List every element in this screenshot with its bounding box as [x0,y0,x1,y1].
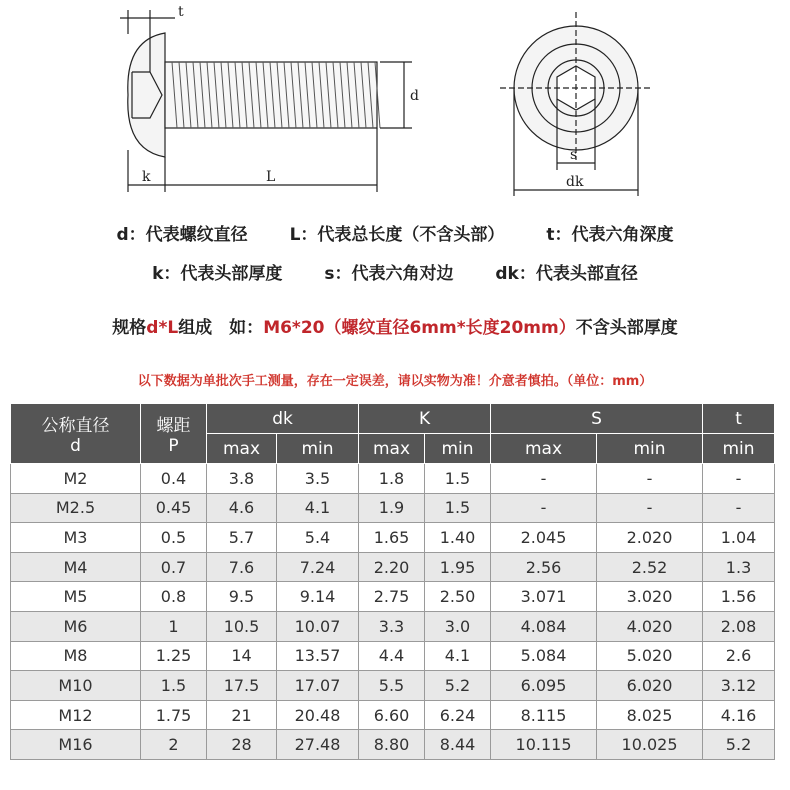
table-row [11,641,775,671]
cell-nominal: M8 [11,641,141,671]
legend-d: d：代表螺纹直径 [116,225,248,245]
cell-s-min: 2.020 [597,523,703,553]
cell-k-min: 6.24 [425,700,491,730]
spec-format: d*L [146,318,179,338]
cell-s-min: 2.52 [597,552,703,582]
cell-dk-min: 17.07 [277,671,359,701]
cell-t-min: 2.08 [703,611,775,641]
cell-k-min: 2.50 [425,582,491,612]
header-s-max: max [491,434,597,464]
table-row [11,493,775,523]
spec-example: M6*20（螺纹直径6mm*长度20mm） [263,318,576,338]
cell-pitch: 1.25 [141,641,207,671]
cell-dk-min: 4.1 [277,493,359,523]
table-row [11,671,775,701]
legend-s: s：代表六角对边 [324,264,454,284]
cell-t-min: 1.3 [703,552,775,582]
cell-dk-min: 9.14 [277,582,359,612]
legend-row-2 [0,259,790,284]
cell-pitch: 1.5 [141,671,207,701]
header-pitch-label: 螺距 [156,416,191,436]
cell-s-min: - [597,493,703,523]
cell-nominal: M12 [11,700,141,730]
cell-t-min: 5.2 [703,730,775,760]
cell-k-min: 5.2 [425,671,491,701]
spec-mid: 组成 如： [178,318,264,338]
cell-k-max: 4.4 [359,641,425,671]
dim-s-label: s [570,147,578,163]
cell-k-max: 1.9 [359,493,425,523]
cell-nominal: M4 [11,552,141,582]
cell-k-min: 8.44 [425,730,491,760]
cell-dk-min: 13.57 [277,641,359,671]
cell-nominal: M5 [11,582,141,612]
cell-t-min: 1.56 [703,582,775,612]
cell-k-min: 1.40 [425,523,491,553]
header-k-min: min [425,434,491,464]
header-dk-max: max [207,434,277,464]
cell-pitch: 1 [141,611,207,641]
cell-dk-min: 7.24 [277,552,359,582]
table-row [11,582,775,612]
screw-head-side [128,33,165,157]
cell-s-min: 8.025 [597,700,703,730]
header-s-min: min [597,434,703,464]
cell-s-min: 10.025 [597,730,703,760]
cell-s-min: 3.020 [597,582,703,612]
cell-pitch: 1.75 [141,700,207,730]
header-t: t [703,404,775,434]
table-row [11,464,775,494]
spec-suffix: 不含头部厚度 [575,318,678,338]
cell-s-max: 8.115 [491,700,597,730]
cell-nominal: M2 [11,464,141,494]
header-nominal-sub: d [70,436,81,456]
cell-t-min: - [703,493,775,523]
header-pitch [141,404,207,464]
cell-dk-max: 5.7 [207,523,277,553]
cell-s-max: 4.084 [491,611,597,641]
spec-prefix: 规格 [112,318,147,338]
cell-dk-max: 14 [207,641,277,671]
cell-dk-max: 9.5 [207,582,277,612]
cell-dk-max: 17.5 [207,671,277,701]
cell-t-min: 1.04 [703,523,775,553]
cell-s-max: 2.045 [491,523,597,553]
cell-k-max: 1.8 [359,464,425,494]
cell-k-max: 3.3 [359,611,425,641]
cell-dk-min: 10.07 [277,611,359,641]
cell-t-min: 3.12 [703,671,775,701]
header-t-min: min [703,434,775,464]
header-k-max: max [359,434,425,464]
cell-k-min: 3.0 [425,611,491,641]
legend-dk: dk：代表头部直径 [495,264,638,284]
cell-nominal: M16 [11,730,141,760]
cell-pitch: 0.5 [141,523,207,553]
cell-s-min: 4.020 [597,611,703,641]
header-s: S [491,404,703,434]
measurement-note: 以下数据为单批次手工测量，存在一定误差，请以实物为准！介意者慎拍。（单位：mm） [137,374,653,389]
cell-dk-max: 3.8 [207,464,277,494]
cell-t-min: - [703,464,775,494]
header-dk: dk [207,404,359,434]
header-nominal-label: 公称直径 [41,416,110,436]
cell-s-min: - [597,464,703,494]
cell-dk-min: 27.48 [277,730,359,760]
cell-dk-max: 7.6 [207,552,277,582]
cell-pitch: 0.4 [141,464,207,494]
cell-t-min: 2.6 [703,641,775,671]
cell-dk-max: 21 [207,700,277,730]
cell-k-min: 1.5 [425,464,491,494]
cell-s-max: 10.115 [491,730,597,760]
cell-t-min: 4.16 [703,700,775,730]
header-dk-min: min [277,434,359,464]
legend-t: t：代表六角深度 [546,225,674,245]
legend-L: L：代表总长度（不含头部） [289,225,505,245]
spec-line [0,313,790,338]
cell-s-max: - [491,464,597,494]
cell-pitch: 2 [141,730,207,760]
table-row [11,730,775,760]
table-row [11,523,775,553]
cell-dk-min: 5.4 [277,523,359,553]
header-nominal [11,404,141,464]
cell-k-max: 8.80 [359,730,425,760]
cell-dk-max: 28 [207,730,277,760]
cell-dk-max: 10.5 [207,611,277,641]
cell-k-min: 1.95 [425,552,491,582]
cell-nominal: M6 [11,611,141,641]
cell-s-max: - [491,493,597,523]
dim-k-label: k [142,169,151,185]
legend-k: k：代表头部厚度 [152,264,283,284]
dim-L-label: L [266,169,276,185]
cell-s-max: 5.084 [491,641,597,671]
cell-s-max: 3.071 [491,582,597,612]
cell-s-max: 6.095 [491,671,597,701]
dim-d-label: d [410,88,419,104]
table-row [11,611,775,641]
table-body [11,464,775,760]
cell-dk-min: 3.5 [277,464,359,494]
header-pitch-sub: P [168,436,179,456]
cell-nominal: M10 [11,671,141,701]
cell-pitch: 0.7 [141,552,207,582]
cell-dk-min: 20.48 [277,700,359,730]
header-k: K [359,404,491,434]
cell-pitch: 0.8 [141,582,207,612]
cell-nominal: M3 [11,523,141,553]
table-header-row [11,404,775,434]
cell-k-max: 1.65 [359,523,425,553]
cell-k-max: 2.20 [359,552,425,582]
cell-k-min: 4.1 [425,641,491,671]
cell-k-min: 1.5 [425,493,491,523]
cell-s-min: 5.020 [597,641,703,671]
screw-technical-drawing [0,0,790,200]
cell-nominal: M2.5 [11,493,141,523]
spec-table [10,403,775,760]
cell-s-min: 6.020 [597,671,703,701]
cell-k-max: 5.5 [359,671,425,701]
dim-dk-label: dk [566,174,584,190]
table-row [11,700,775,730]
legend-row-1 [0,220,790,245]
cell-s-max: 2.56 [491,552,597,582]
cell-k-max: 6.60 [359,700,425,730]
cell-k-max: 2.75 [359,582,425,612]
table-row [11,552,775,582]
dim-t-label: t [178,4,184,20]
cell-pitch: 0.45 [141,493,207,523]
cell-dk-max: 4.6 [207,493,277,523]
